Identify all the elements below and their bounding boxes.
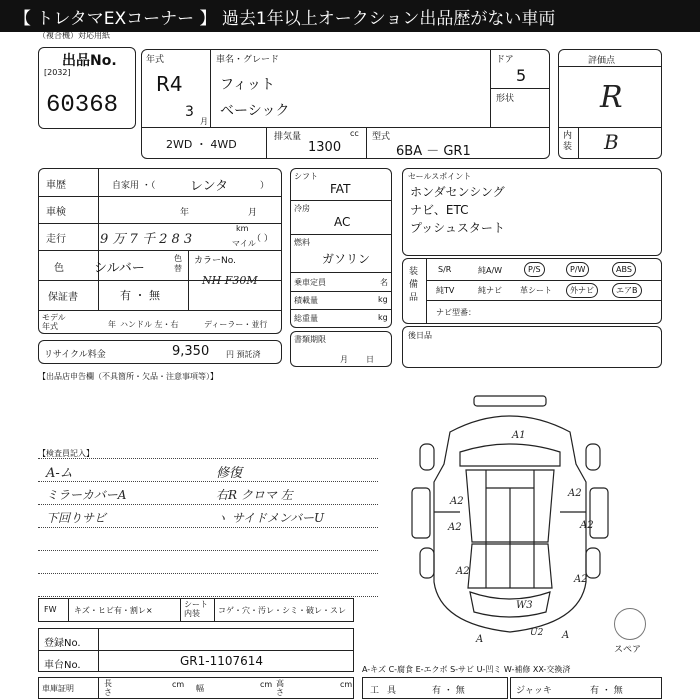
model-year-unit: 年 [108,320,116,329]
recycle-value: 9,350 [172,344,210,359]
lot-number: 60368 [46,92,119,119]
diagram-mark-u2: U2 [530,628,544,638]
color-code: NH F30M [202,274,258,287]
seat-label: シート内装 [184,600,208,618]
inspection-month: 月 [248,208,258,218]
drive-type: 2WD ・ 4WD [166,138,237,151]
cert-width: 幅 [196,684,204,693]
load-unit: kg [378,295,388,304]
subheader: （複合機）対応用紙 [38,31,110,40]
equip-sr: S/R [438,265,452,274]
year-month-unit: 月 [200,117,208,126]
doc-deadline-label: 書類期限 [294,335,326,344]
capacity-label: 乗車定員 [294,278,326,287]
equip-leather: 革シート [520,286,552,295]
warranty-value: 有 ・ 無 [120,289,160,302]
navi-model-label: ナビ型番： [436,308,476,317]
ac-value: AC [334,215,351,229]
history-label: 車歴 [46,180,66,191]
load-label: 積載量 [294,296,318,305]
year-label: 年式 [146,55,165,65]
note-right-1: 修復 [216,466,243,481]
banner-title: 【 トレタマEXコーナー 】 過去1年以上オークション出品歴がない車両 [14,9,556,29]
diagram-mark-a2-6: A2 [568,488,582,499]
equip-airbag: エアB [612,283,642,298]
weight-unit: kg [378,313,388,322]
fw-label: FW [44,605,57,614]
diagram-mark-w3: W3 [516,600,533,611]
note-left-1: A-ム [46,466,73,481]
year-era: R4 [156,72,183,96]
sales-point-3: プッシュスタート [410,221,505,235]
model-name: フィット [220,77,275,93]
model-year-label: モデル年式 [42,313,66,331]
score-label: 評価点 [588,56,616,66]
inspection-label: 車検 [46,207,66,218]
fuel-value: ガソリン [322,252,371,266]
recycle-unit: 円 預託済 [226,350,261,359]
color-code-label: カラーNo. [194,256,236,266]
cert-cm3: cm [340,680,353,689]
tools-value: 有 ・ 無 [432,686,465,696]
shape-label: 形状 [496,94,515,104]
spare-tire-icon [614,608,646,640]
equip-ext-navi: 外ナビ [566,283,598,298]
equip-aw: 純A/W [478,266,503,275]
color-change-label: 色替 [174,254,182,273]
jack-value: 有 ・ 無 [590,686,623,696]
note-right-3: ヽ サイドメンバーU [216,511,325,525]
equip-navi: 純ナビ [478,286,502,295]
shift-value: FAT [330,182,351,196]
equipment-label: 装備品 [409,267,419,303]
mileage-bracket: （ ） [252,234,273,244]
seller-report-label: 【出品店申告欄（不具箇所・欠品・注意事項等）】 [38,372,218,381]
handle-options: ハンドル 左・右 [120,320,179,329]
displacement-value: 1300 [308,140,342,155]
year-month: 3 [185,104,194,120]
equip-ps: P/S [524,262,545,277]
diagram-mark-a2-2: A2 [448,522,462,533]
displacement-unit: cc [350,129,359,138]
weight-label: 総重量 [294,314,318,323]
sales-point-2: ナビ、ETC [410,203,469,217]
model-grade: ベーシック [220,103,290,119]
later-items-box [402,326,662,368]
cert-cm2: cm [260,680,273,689]
recycle-label: リサイクル料金 [44,350,106,360]
history-value: レンタ [190,179,229,194]
spare-label: スペア [614,645,642,655]
fw-items: キズ・ヒビ有・割レ× [74,606,153,615]
capacity-unit: 名 [380,278,388,287]
doors-label: ドア [496,55,514,65]
chassis-label: 車台No. [44,660,81,671]
doors-value: 5 [516,66,527,85]
garage-cert-label: 車庫証明 [42,684,74,693]
model-code-value: 6BA － GR1 [396,144,471,159]
diagram-mark-a-left: A [476,634,484,645]
color-value: シルバー [94,261,145,276]
diagram-mark-a2-5: A2 [574,574,588,585]
mileage-value: 9 万 7 千 2 8 3 [100,232,193,247]
inspection-year: 年 [180,208,190,218]
diagram-mark-a-right: A [562,630,570,641]
diagram-mark-a2-1: A2 [450,496,464,507]
cert-height: 高さ [276,679,284,697]
car-damage-diagram [410,392,610,642]
registration-label: 登録No. [44,638,81,649]
history-close: ） [260,181,270,191]
color-label: 色 [54,263,64,274]
diagram-mark-a2-3: A2 [580,520,594,531]
sales-points-label: セールスポイント [408,172,472,181]
interior-value: B [604,130,619,154]
diagram-mark-a1: A1 [512,430,526,441]
mileage-unit-mile: マイル [232,239,256,248]
note-left-2: ミラーカバーA [46,488,127,502]
equip-tv: 純TV [436,286,455,295]
lot-label: 出品No. [62,53,117,69]
cert-cm1: cm [172,680,185,689]
score-value: R [600,80,623,115]
mileage-unit-km: km [236,224,249,233]
mileage-label: 走行 [46,234,66,245]
note-right-2: 右R クロマ 左 [216,488,293,502]
fuel-label: 燃料 [294,238,310,247]
doc-deadline-unit: 月日 [340,355,392,364]
diagram-mark-a2-4: A2 [456,566,470,577]
sales-point-1: ホンダセンシング [410,185,505,199]
chassis-value: GR1-1107614 [180,654,264,668]
model-code-label: 型式 [372,132,391,142]
displacement-label: 排気量 [274,132,302,142]
shift-label: シフト [294,172,318,181]
equip-pw: P/W [566,262,589,277]
equip-abs: ABS [612,262,636,277]
jack-label: ジャッキ [516,686,552,696]
ac-label: 冷房 [294,204,310,213]
model-label: 車名・グレード [216,55,280,65]
history-options: 自家用 ・（ [112,181,156,191]
lot-tag: [2032] [44,68,71,77]
interior-label: 内装 [563,131,573,152]
damage-legend: A-キズ C-腐食 E-エクボ S-サビ U-凹ミ W-補修 XX-交換済 [362,665,571,674]
cert-length: 長さ [104,679,112,697]
inspector-notes-label: 【検査員記入】 [38,449,94,458]
seat-items: コゲ・穴・汚レ・シミ・破レ・スレ [218,606,346,615]
tools-label: 工具 [370,686,405,696]
later-items-label: 後日品 [408,331,432,340]
warranty-label: 保証書 [48,292,78,303]
dealer-options: ディーラー・並行 [204,320,268,329]
note-left-3: 下回りサビ [46,511,107,525]
